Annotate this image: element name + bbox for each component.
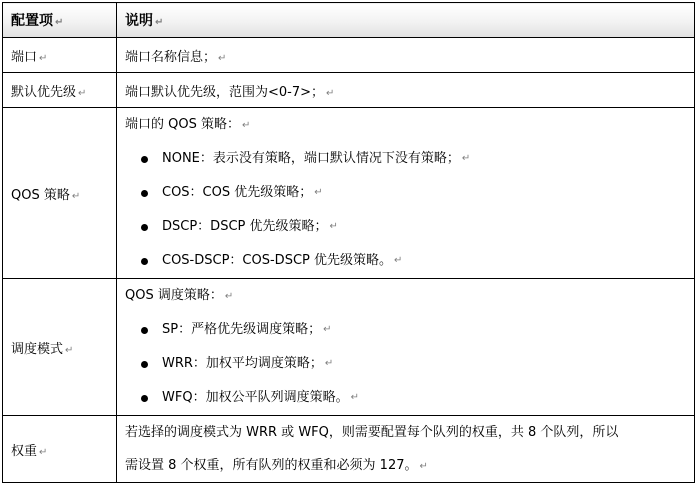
- list-item: COS-DSCP：COS-DSCP 优先级策略。 ↵: [125, 244, 694, 278]
- cell-item-weight: 权重 ↵: [3, 416, 117, 483]
- cell-desc-port: 端口名称信息； ↵: [117, 38, 695, 73]
- paragraph-mark-icon: ↵: [329, 221, 338, 232]
- paragraph-mark-icon: ↵: [461, 153, 471, 164]
- paragraph-mark-icon: ↵: [39, 52, 48, 64]
- scheduling-intro: QOS 调度策略： ↵: [125, 288, 234, 303]
- table-row-qos-policy: [3, 108, 695, 279]
- paragraph-mark-icon: ↵: [314, 187, 323, 198]
- paragraph-mark-icon: ↵: [78, 87, 87, 99]
- cell-desc-qos-policy: [117, 108, 695, 279]
- paragraph-mark-icon: ↵: [419, 461, 428, 472]
- paragraph-mark-icon: ↵: [326, 87, 335, 99]
- config-table: [2, 2, 695, 483]
- paragraph-mark-icon: ↵: [350, 392, 359, 403]
- qos-policy-intro: 端口的 QOS 策略： ↵: [125, 117, 251, 132]
- bullet-icon: [141, 395, 148, 402]
- bullet-icon: [141, 156, 148, 163]
- cell-desc-default-priority: 端口默认优先级，范围为<0-7>； ↵: [117, 73, 695, 108]
- bullet-icon: [141, 258, 148, 265]
- cell-item-scheduling-mode: 调度模式 ↵: [3, 279, 117, 416]
- paragraph-mark-icon: ↵: [218, 52, 227, 64]
- cell-desc-scheduling-mode: [117, 279, 695, 416]
- bullet-icon: [141, 190, 148, 197]
- cell-item-qos-policy: QOS 策略 ↵: [3, 108, 117, 279]
- header-description: 说明 ↵: [117, 3, 695, 38]
- paragraph-mark-icon: ↵: [324, 358, 334, 369]
- paragraph-mark-icon: ↵: [71, 190, 81, 202]
- table-row-scheduling-mode: [3, 279, 695, 416]
- weight-desc-line-2: 需设置 8 个权重，所有队列的权重和必须为 127。 ↵: [125, 458, 428, 473]
- paragraph-mark-icon: ↵: [65, 344, 74, 356]
- table-header-row: [3, 3, 695, 38]
- list-item: NONE：表示没有策略，端口默认情况下没有策略； ↵: [125, 142, 694, 176]
- paragraph-mark-icon: ↵: [155, 17, 164, 28]
- bullet-icon: [141, 361, 148, 368]
- table-row-port: [3, 38, 695, 73]
- list-item: COS：COS 优先级策略； ↵: [125, 176, 694, 210]
- bullet-icon: [141, 327, 148, 334]
- list-item: SP：严格优先级调度策略； ↵: [125, 313, 694, 347]
- table-row-default-priority: [3, 73, 695, 108]
- cell-item-port: 端口 ↵: [3, 38, 117, 73]
- paragraph-mark-icon: ↵: [323, 324, 332, 335]
- paragraph-mark-icon: ↵: [224, 291, 234, 302]
- table-row-weight: [3, 416, 695, 483]
- paragraph-mark-icon: ↵: [55, 17, 64, 28]
- paragraph-mark-icon: ↵: [241, 120, 251, 131]
- weight-desc-line-1: 若选择的调度模式为 WRR 或 WFQ，则需要配置每个队列的权重，共 8 个队列，所以: [125, 425, 619, 440]
- list-item: DSCP：DSCP 优先级策略； ↵: [125, 210, 694, 244]
- list-item: WFQ：加权公平队列调度策略。 ↵: [125, 381, 694, 415]
- paragraph-mark-icon: ↵: [39, 446, 48, 458]
- bullet-icon: [141, 224, 148, 231]
- cell-item-default-priority: 默认优先级 ↵: [3, 73, 117, 108]
- list-item: WRR：加权平均调度策略； ↵: [125, 347, 694, 381]
- cell-desc-weight: [117, 416, 695, 483]
- paragraph-mark-icon: ↵: [394, 255, 403, 266]
- header-config-item: 配置项 ↵: [3, 3, 117, 38]
